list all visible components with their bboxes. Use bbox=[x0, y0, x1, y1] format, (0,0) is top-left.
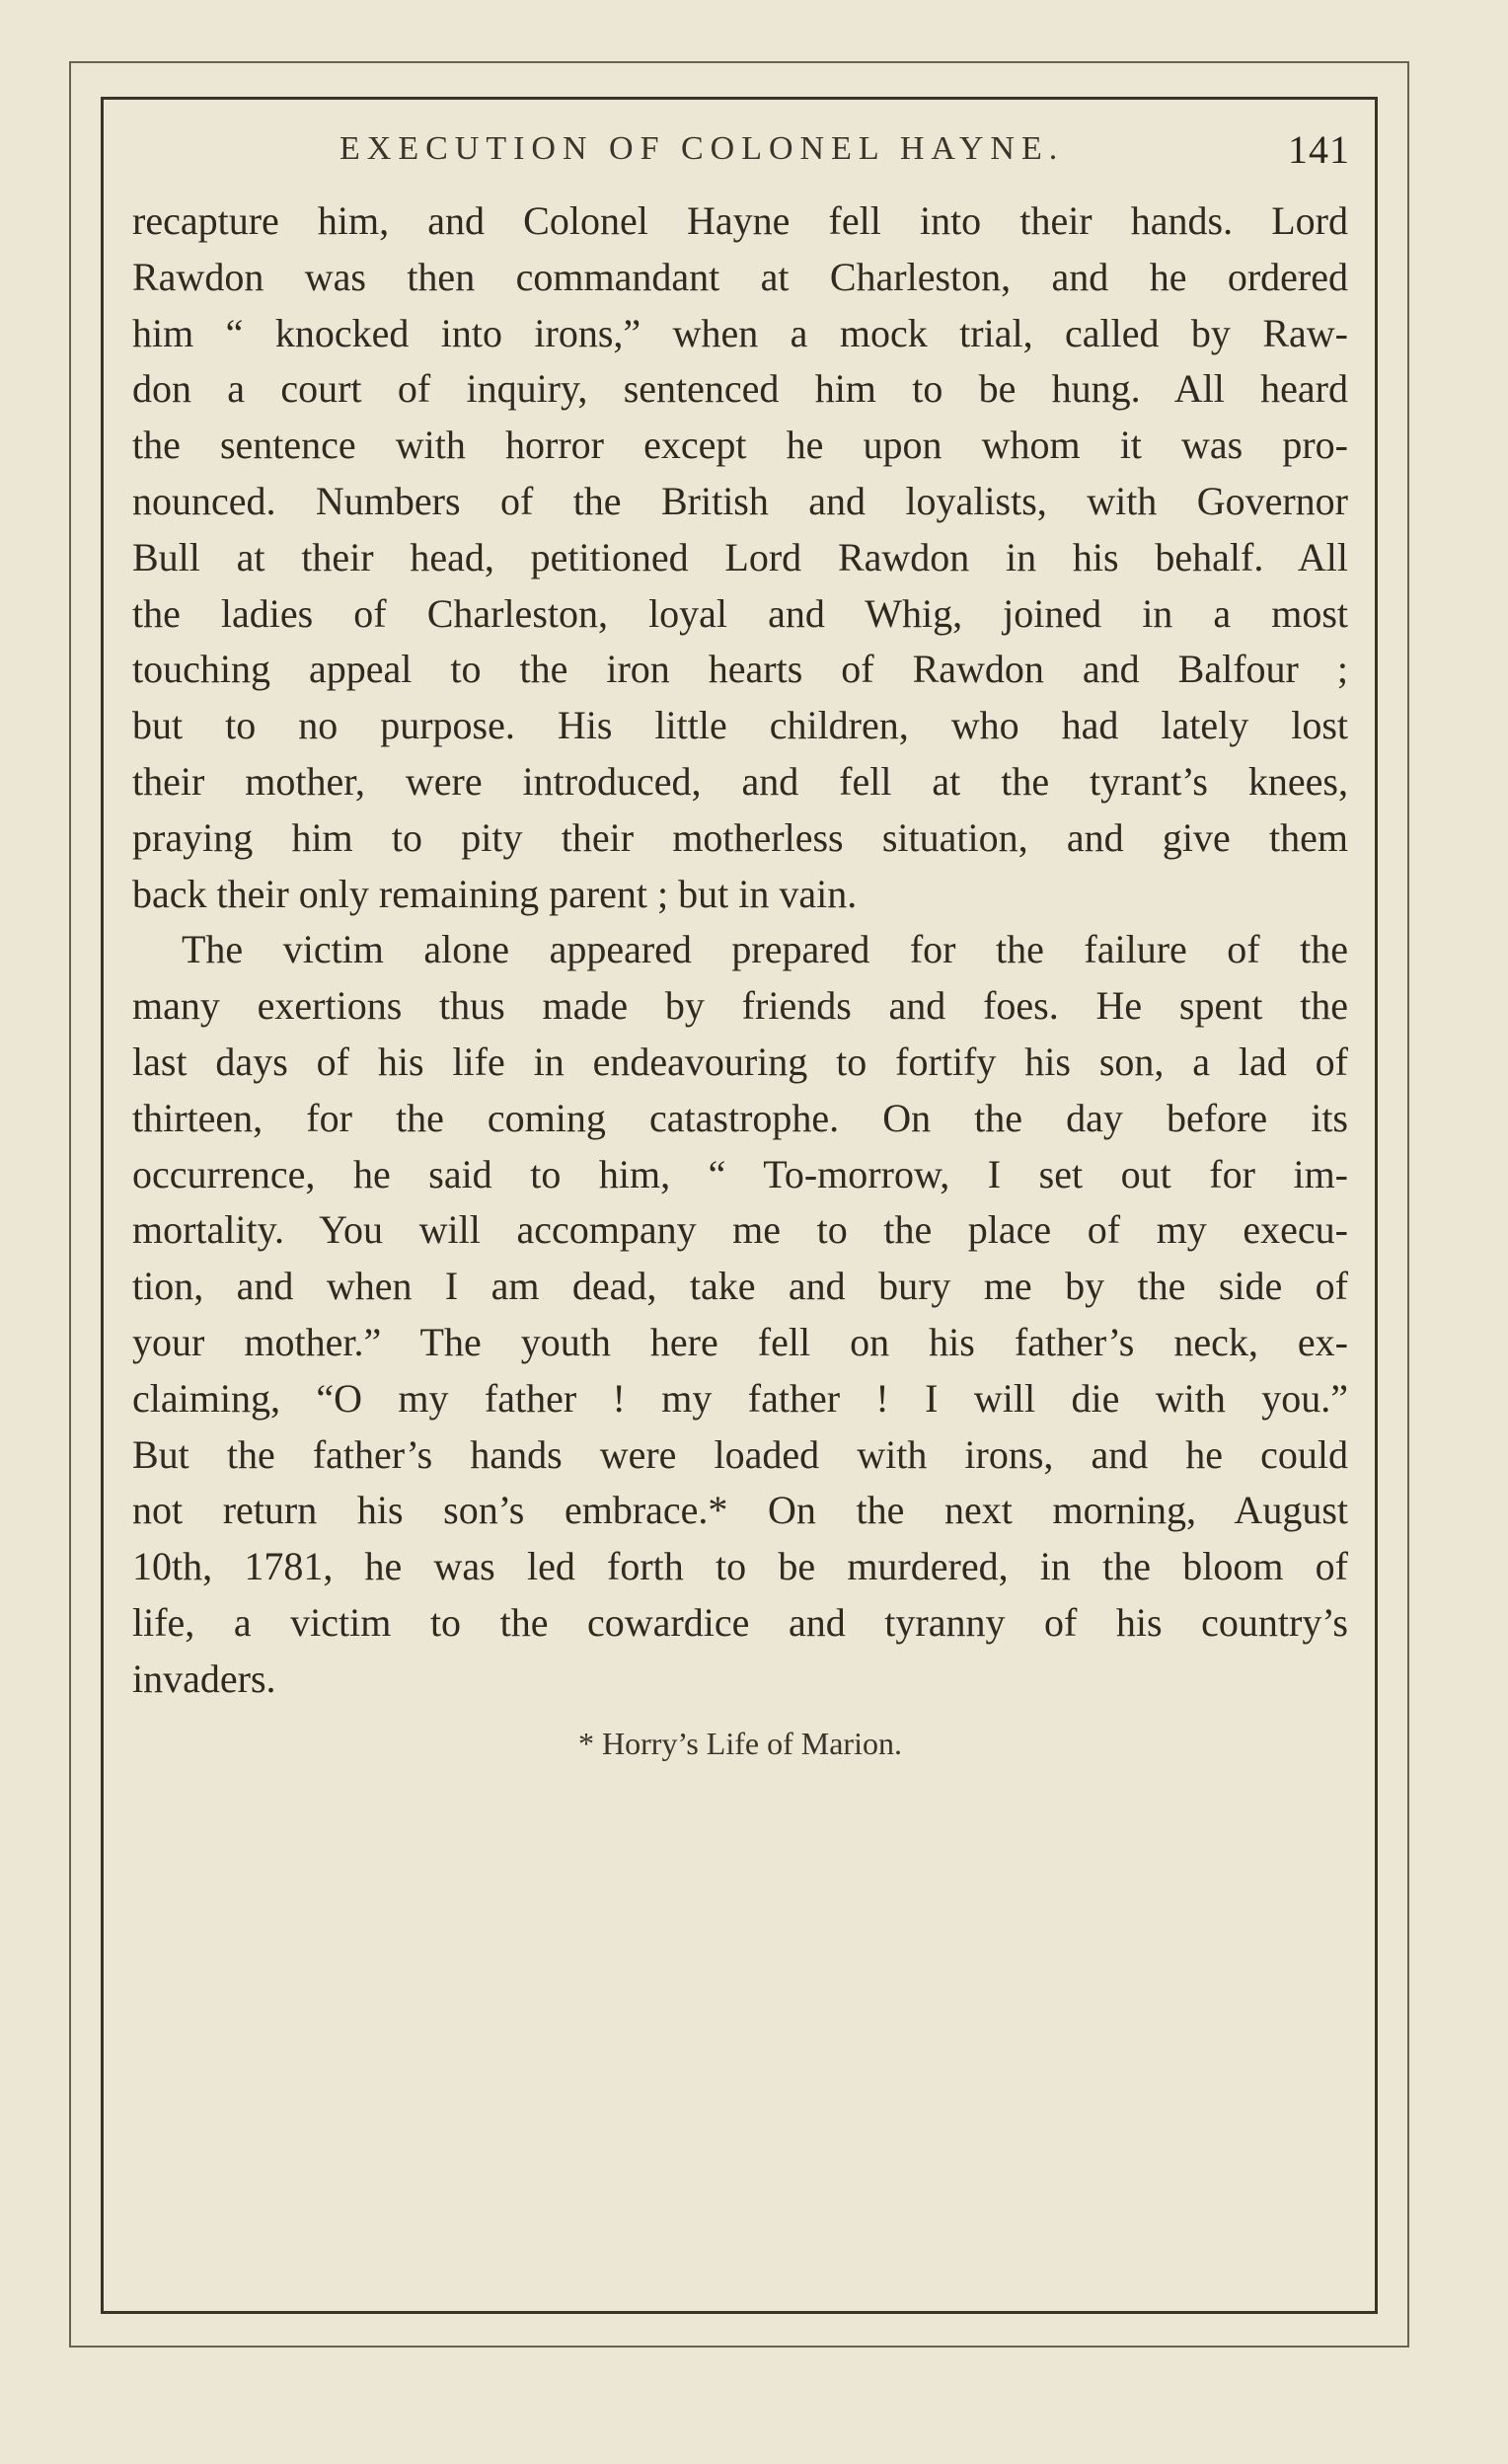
text-line: But the father’s hands were loaded with irons, and he could bbox=[132, 1431, 1348, 1477]
text-line: back their only remaining parent ; but in vain. bbox=[132, 871, 858, 916]
text-line: occurrence, he said to him, “ To-morrow, I set out for im- bbox=[132, 1151, 1348, 1196]
text-line: The victim alone appeared prepared for the failure of the bbox=[182, 927, 1348, 972]
text-line: 10th, 1781, he was led forth to be murdered, in the bloom of bbox=[132, 1544, 1348, 1589]
text-line: touching appeal to the iron hearts of Rawdon and Balfour ; bbox=[132, 647, 1348, 692]
text-line: claiming, “O my father ! my father ! I will die with you.” bbox=[132, 1375, 1348, 1421]
text-line: invaders. bbox=[132, 1656, 276, 1701]
text-line: thirteen, for the coming catastrophe. On the day before its bbox=[132, 1095, 1348, 1140]
text-line: nounced. Numbers of the British and loyalists, with Governor bbox=[132, 478, 1348, 523]
text-line: Rawdon was then commandant at Charleston, and he ordered bbox=[132, 254, 1348, 299]
text-line: the sentence with horror except he upon whom it was pro- bbox=[132, 423, 1348, 468]
text-line: mortality. You will accompany me to the place of my execu- bbox=[132, 1207, 1348, 1253]
text-line: last days of his life in endeavouring to fortify his son, a lad of bbox=[132, 1039, 1348, 1084]
text-line: not return his son’s embrace.* On the next morning, August bbox=[132, 1488, 1348, 1533]
body-text bbox=[132, 193, 1348, 1708]
text-line: don a court of inquiry, sentenced him to be hung. All heard bbox=[132, 366, 1348, 412]
text-line: your mother.” The youth here fell on his father’s neck, ex- bbox=[132, 1319, 1348, 1364]
footnote: * Horry’s Life of Marion. bbox=[578, 1726, 902, 1761]
text-line: life, a victim to the cowardice and tyranny of his country’s bbox=[132, 1599, 1348, 1645]
text-line: Bull at their head, petitioned Lord Rawdon in his behalf. All bbox=[132, 534, 1348, 579]
text-line: him “ knocked into irons,” when a mock trial, called by Raw- bbox=[132, 310, 1348, 355]
text-line: recapture him, and Colonel Hayne fell into their hands. Lord bbox=[132, 198, 1348, 243]
page-header bbox=[116, 126, 1350, 178]
page-number: 141 bbox=[1288, 127, 1350, 172]
running-head: EXECUTION OF COLONEL HAYNE. bbox=[339, 130, 1065, 167]
text-line: but to no purpose. His little children, who had lately lost bbox=[132, 703, 1348, 748]
text-line: their mother, were introduced, and fell at the tyrant’s knees, bbox=[132, 758, 1348, 804]
text-line: the ladies of Charleston, loyal and Whig, joined in a most bbox=[132, 590, 1348, 636]
text-line: tion, and when I am dead, take and bury me by the side of bbox=[132, 1264, 1348, 1309]
text-line: praying him to pity their motherless situation, and give them bbox=[132, 814, 1348, 860]
text-line: many exertions thus made by friends and foes. He spent the bbox=[132, 983, 1348, 1029]
